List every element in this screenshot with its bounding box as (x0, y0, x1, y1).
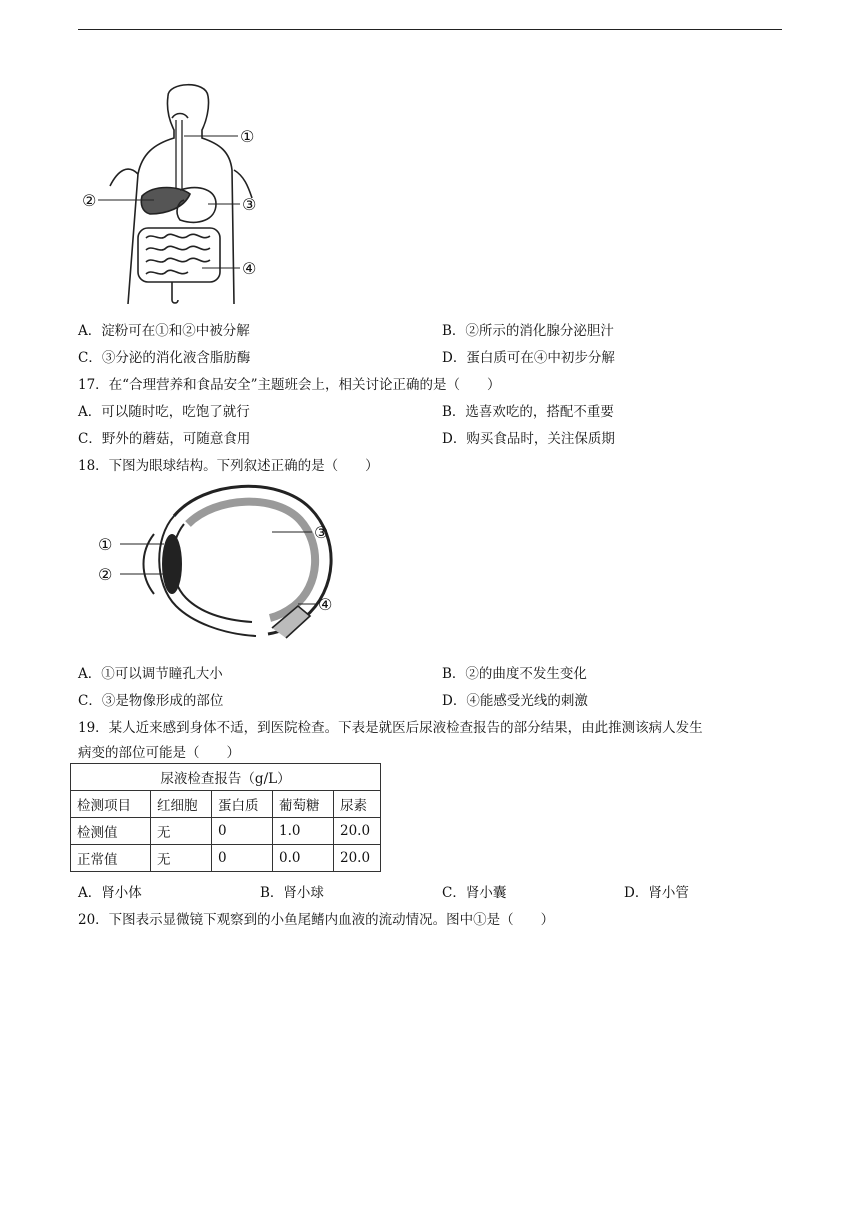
fig18-label-2: ② (98, 565, 113, 584)
q18-option-d: D．④能感受光线的刺激 (442, 693, 588, 709)
fig16-label-3: ③ (242, 195, 257, 214)
q18-stem: 18．下图为眼球结构。下列叙述正确的是（ ） (78, 458, 379, 474)
table-header-row (71, 791, 381, 818)
table-cell: 检测值 (71, 818, 151, 845)
fig16-label-1: ① (240, 127, 255, 146)
q17-option-a: A．可以随时吃，吃饱了就行 (78, 404, 250, 420)
table-title: 尿液检查报告（g/L） (71, 764, 381, 791)
urine-test-table (70, 763, 381, 872)
table-cell: 20.0 (334, 845, 381, 872)
digestive-system-figure (80, 78, 280, 304)
q16-option-a: A．淀粉可在①和②中被分解 (78, 323, 250, 339)
q16-option-c: C．③分泌的消化液含脂肪酶 (78, 350, 251, 366)
q19-option-d: D．肾小管 (624, 885, 689, 901)
table-row (71, 845, 381, 872)
table-cell: 0 (212, 818, 273, 845)
q18-option-b: B．②的曲度不发生变化 (442, 666, 587, 682)
table-header: 红细胞 (151, 791, 212, 818)
table-title-row (71, 764, 381, 791)
table-cell: 正常值 (71, 845, 151, 872)
fig16-label-2: ② (82, 191, 97, 210)
q19-option-b: B．肾小球 (260, 885, 324, 901)
q19-stem-line2: 病变的部位可能是（ ） (78, 745, 240, 761)
q17-stem: 17．在“合理营养和食品安全”主题班会上，相关讨论正确的是（ ） (78, 377, 501, 393)
header-rule (78, 29, 782, 30)
q17-option-c: C．野外的蘑菇，可随意食用 (78, 431, 251, 447)
q18-option-c: C．③是物像形成的部位 (78, 693, 224, 709)
table-header: 尿素 (334, 791, 381, 818)
table-cell: 20.0 (334, 818, 381, 845)
table-cell: 0.0 (273, 845, 334, 872)
eyeball-figure (92, 480, 352, 640)
table-header: 检测项目 (71, 791, 151, 818)
table-cell: 1.0 (273, 818, 334, 845)
table-cell: 0 (212, 845, 273, 872)
table-cell: 无 (151, 845, 212, 872)
q20-stem: 20．下图表示显微镜下观察到的小鱼尾鳍内血液的流动情况。图中①是（ ） (78, 912, 555, 928)
q19-option-c: C．肾小囊 (442, 885, 507, 901)
table-header: 葡萄糖 (273, 791, 334, 818)
fig18-label-3: ③ (314, 523, 329, 542)
q17-option-d: D．购买食品时，关注保质期 (442, 431, 615, 447)
table-cell: 无 (151, 818, 212, 845)
table-row (71, 818, 381, 845)
fig18-label-1: ① (98, 535, 113, 554)
q19-stem-line1: 19．某人近来感到身体不适，到医院检查。下表是就医后尿液检查报告的部分结果，由此推测该病人发生 (78, 720, 703, 736)
q17-option-b: B．选喜欢吃的，搭配不重要 (442, 404, 614, 420)
q16-option-b: B．②所示的消化腺分泌胆汁 (442, 323, 614, 339)
q16-option-d: D．蛋白质可在④中初步分解 (442, 350, 615, 366)
table-header: 蛋白质 (212, 791, 273, 818)
q18-option-a: A．①可以调节瞳孔大小 (78, 666, 223, 682)
fig16-label-4: ④ (242, 259, 257, 278)
q19-option-a: A．肾小体 (78, 885, 142, 901)
fig18-label-4: ④ (318, 595, 333, 614)
